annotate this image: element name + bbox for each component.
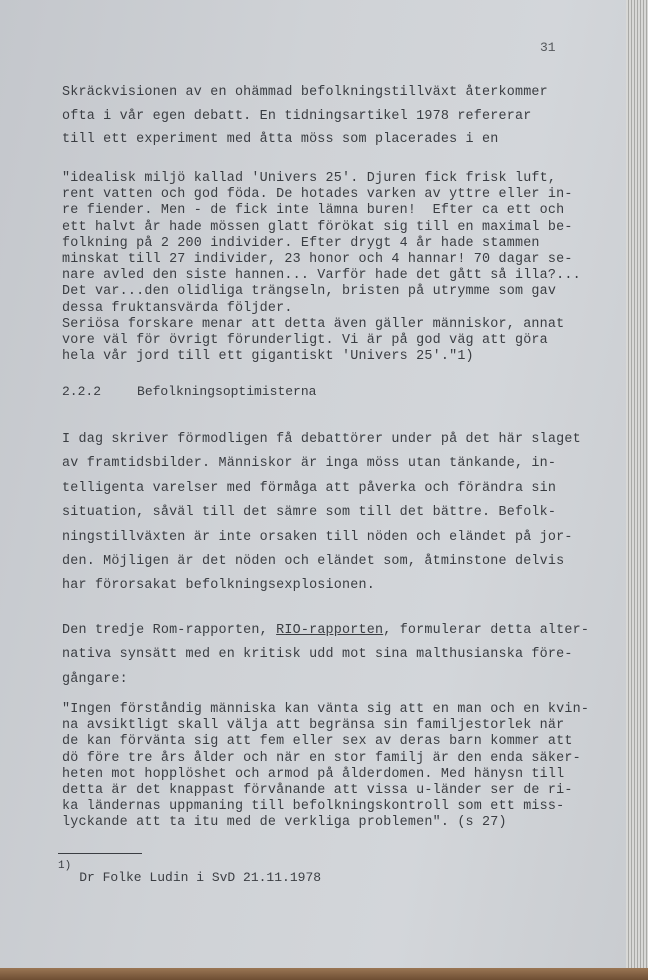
underlined-rio-rapporten: RIO-rapporten — [276, 623, 384, 638]
paragraph-rio-report — [62, 619, 589, 692]
page-number: 31 — [540, 40, 556, 55]
footnote — [58, 860, 322, 885]
text-line: na avsiktligt skall välja att begränsa sin familjestorlek när — [62, 718, 565, 734]
text-line: re fiender. Men - de fick inte lämna buren! Efter ca ett och — [62, 203, 565, 219]
section-number: 2.2.2 — [62, 384, 102, 399]
text-line: minskat till 27 individer, 23 honor och 4 hannar! 70 dagar se- — [62, 251, 573, 267]
page-stack-edges — [626, 0, 648, 972]
text-line: folkning på 2 200 individer. Efter drygt 4 år hade stammen — [62, 235, 540, 251]
text-line: ofta i vår egen debatt. En tidningsartikel 1978 refererar — [62, 108, 532, 124]
paragraph-intro — [62, 81, 548, 152]
text-line: "Ingen förståndig människa kan vänta sig att en man och en kvin- — [62, 702, 590, 717]
quote-rio-report — [62, 702, 589, 832]
text-span: , formulerar detta alter- — [383, 623, 590, 638]
section-title: Befolkningsoptimisterna — [137, 384, 317, 399]
text-line: nativa synsätt med en kritisk udd mot sina malthusianska före- — [62, 647, 573, 663]
text-line: Det var...den olidliga trängseln, bristen på utrymme som gav — [62, 284, 557, 300]
text-line: ka ländernas uppmaning till befolkningskontroll som ett miss- — [62, 799, 565, 815]
footnote-marker: 1) — [58, 860, 72, 872]
text-line: lyckande att ta itu med de verkliga problemen". (s 27) — [62, 815, 507, 831]
text-line: gångare: — [62, 671, 128, 687]
text-line: situation, såväl till det sämre som till det bättre. Befolk- — [62, 505, 557, 521]
text-line: vore väl för övrigt förunderligt. Vi är på god väg att göra — [62, 332, 548, 348]
footnote-text: Dr Folke Ludin i SvD 21.11.1978 — [79, 870, 322, 885]
text-line: I dag skriver förmodligen få debattörer under på det här slaget — [62, 432, 581, 447]
text-line: nare avled den siste hannen... Varför hade det gått så illa?... — [62, 268, 581, 284]
text-line: Skräckvisionen av en ohämmad befolkningstillväxt återkommer — [62, 85, 548, 100]
text-line: telligenta varelser med förmåga att påverka och förändra sin — [62, 480, 557, 496]
paragraph-optimists — [62, 428, 581, 599]
text-line: Seriösa forskare menar att detta även gäller människor, annat — [62, 316, 565, 332]
text-line: dessa fruktansvärda följder. — [62, 300, 293, 316]
text-line: "idealisk miljö kallad 'Univers 25'. Djuren fick frisk luft, — [62, 171, 557, 186]
text-line: ett halvt år hade mössen glatt förökat sig till en maximal be- — [62, 219, 573, 235]
text-line: detta är det knappast förvånande att vissa u-länder ser de ri- — [62, 782, 573, 798]
quote-univers-25 — [62, 171, 581, 365]
text-line — [62, 619, 589, 643]
text-line: dö före tre års ålder och när en stor familj är den enda säker- — [62, 750, 581, 766]
text-line: rent vatten och god föda. De hotades varken av yttre eller in- — [62, 187, 573, 203]
text-line: heten mot hopplöshet och armod på ålderdomen. Med hänysn till — [62, 766, 565, 782]
text-line: har förorsakat befolkningsexplosionen. — [62, 578, 375, 594]
text-line: de kan förvänta sig att fem eller sex av deras barn kommer att — [62, 734, 573, 750]
text-line: av framtidsbilder. Människor är inga möss utan tänkande, in- — [62, 456, 557, 472]
text-line: hela vår jord till ett gigantiskt 'Univers 25'."1) — [62, 349, 474, 365]
section-heading — [62, 384, 316, 399]
footnote-divider — [58, 853, 142, 854]
text-line: ningstillväxten är inte orsaken till nöden och eländet på jor- — [62, 529, 573, 545]
text-line: till ett experiment med åtta möss som placerades i en — [62, 132, 499, 147]
table-surface — [0, 968, 648, 980]
text-span: Den tredje Rom-rapporten, — [62, 623, 277, 638]
text-line: den. Möjligen är det nöden och eländet som, åtminstone delvis — [62, 553, 565, 569]
